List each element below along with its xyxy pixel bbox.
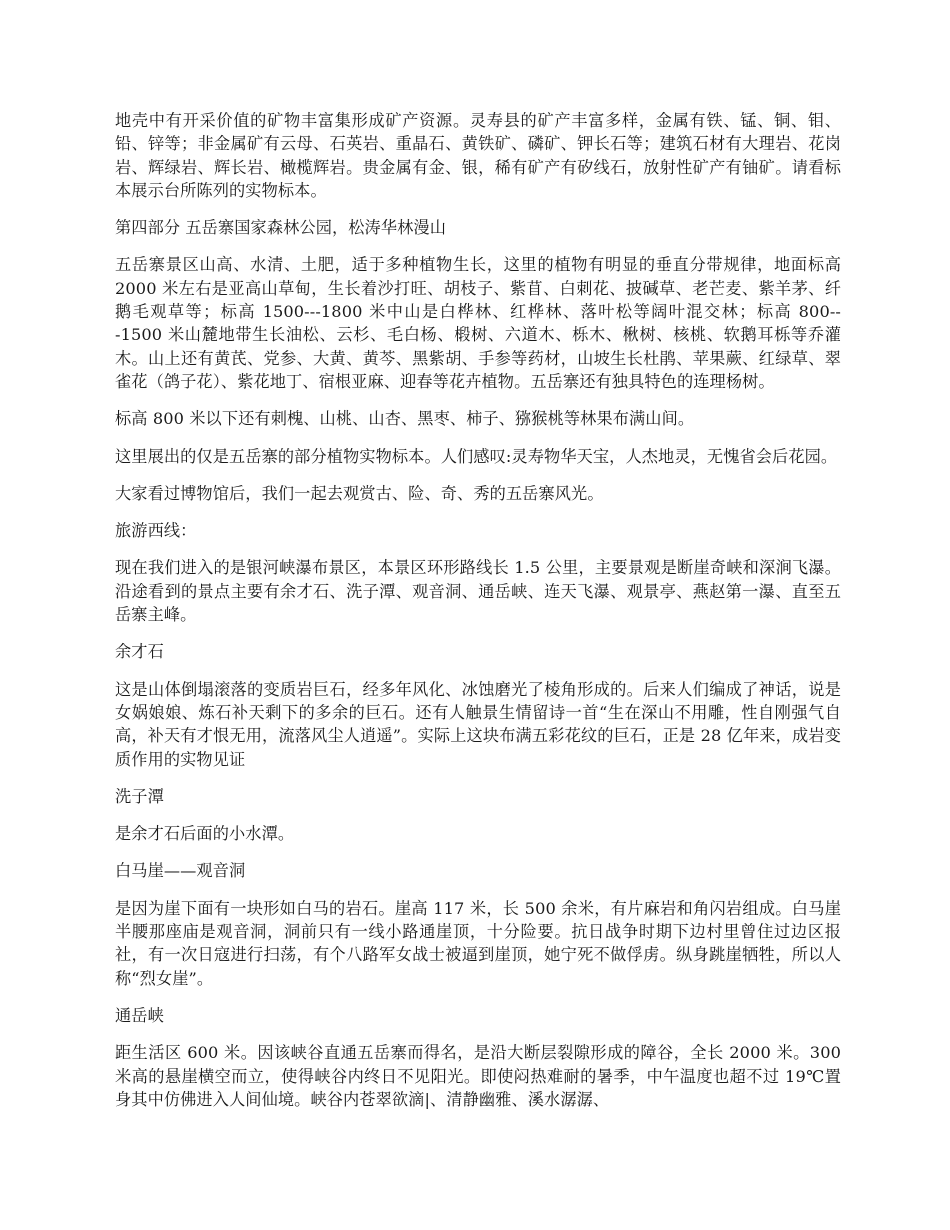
- heading-yucai-stone: 余才石: [115, 642, 164, 662]
- paragraph-yucai-stone: 这是山体倒塌滚落的变质岩巨石，经多年风化、冰蚀磨光了棱角形成的。后来人们编成了神话，说是女娲娘娘、炼石补天剩下的多余的巨石。还有人触景生情留诗一首“生在深山不用雕，性自刚强气自高，补天有才恨无用，流落风尘人逍遥”。实际上这块布满五彩花纹的巨石，正是 28 亿年来，成岩变质作用的实物见证: [115, 679, 841, 769]
- heading-west-route: 旅游西线：: [115, 521, 197, 541]
- paragraph-plants: 五岳寨景区山高、水清、土肥，适于多种植物生长，这里的植物有明显的垂直分带规律，地面标高 2000 米左右是亚高山草甸，生长着沙打旺、胡枝子、紫苜、白刺花、披碱草、老芒麦、紫羊茅、纤鹅毛观草等；标高 1500---1800 米中山是白桦林、红桦林、落叶松等阔叶混交林；标高 800---1500 米山麓地带生长油松、云杉、毛白杨、椴树、六道木、栎木、楸树、核桃、软鹅耳栎等乔灌木。山上还有黄芪、党参、大黄、黄芩、黑紫胡、手参等药材，山坡生长杜鹃、苹果蕨、红绿草、翠雀花（鸽子花）、紫花地丁、宿根亚麻、迎春等花卉植物。五岳寨还有独具特色的连理杨树。: [115, 255, 841, 391]
- paragraph-after-museum: 大家看过博物馆后，我们一起去观赏古、险、奇、秀的五岳寨风光。: [115, 483, 604, 503]
- heading-baima-cliff: 白马崖——观音洞: [115, 861, 246, 881]
- paragraph-fruit-trees: 标高 800 米以下还有刺槐、山桃、山杏、黑枣、柿子、猕猴桃等林果布满山间。: [115, 409, 695, 429]
- heading-xizi-pool: 洗子潭: [115, 786, 164, 806]
- paragraph-xizi-pool: 是余才石后面的小水潭。: [115, 824, 295, 844]
- section-heading-part-four: 第四部分 五岳寨国家森林公园，松涛华林漫山: [115, 218, 446, 238]
- paragraph-baima-cliff: 是因为崖下面有一块形如白马的岩石。崖高 117 米，长 500 余米，有片麻岩和角闪岩组成。白马崖半腰那座庙是观音洞，洞前只有一线小路通崖顶，十分险要。抗日战争时期下边村里曾住过边区报社，有一次日寇进行扫荡，有个八路军女战士被逼到崖顶，她宁死不做俘虏。纵身跳崖牺牲，所以人称“烈女崖”。: [115, 898, 841, 988]
- document-body: [115, 109, 841, 1125]
- paragraph-tongyue-gorge: 距生活区 600 米。因该峡谷直通五岳寨而得名，是沿大断层裂隙形成的障谷，全长 2000 米。300 米高的悬崖横空而立，使得峡谷内终日不见阳光。即使闷热难耐的暑季，中午温度也超不过 19℃置身其中仿佛进入人间仙境。峡谷内苍翠欲滴|、清静幽雅、溪水潺潺、: [115, 1043, 841, 1109]
- paragraph-minerals: 地壳中有开采价值的矿物丰富集形成矿产资源。灵寿县的矿产丰富多样，金属有铁、锰、铜、钼、铅、锌等；非金属矿有云母、石英岩、重晶石、黄铁矿、磷矿、钾长石等；建筑石材有大理岩、花岗岩、辉绿岩、辉长岩、橄榄辉岩。贵金属有金、银，稀有矿产有矽线石，放射性矿产有铀矿。请看标本展示台所陈列的实物标本。: [115, 111, 841, 200]
- heading-tongyue-gorge: 通岳峡: [115, 1005, 164, 1025]
- paragraph-specimens: 这里展出的仅是五岳寨的部分植物实物标本。人们感叹:灵寿物华天宝，人杰地灵，无愧省会后花园。: [115, 446, 838, 466]
- paragraph-waterfall-area: 现在我们进入的是银河峡瀑布景区，本景区环形路线长 1.5 公里，主要景观是断崖奇峡和深涧飞瀑。沿途看到的景点主要有余才石、洗子潭、观音洞、通岳峡、连天飞瀑、观景亭、燕赵第一瀑、直至五岳寨主峰。: [115, 558, 841, 625]
